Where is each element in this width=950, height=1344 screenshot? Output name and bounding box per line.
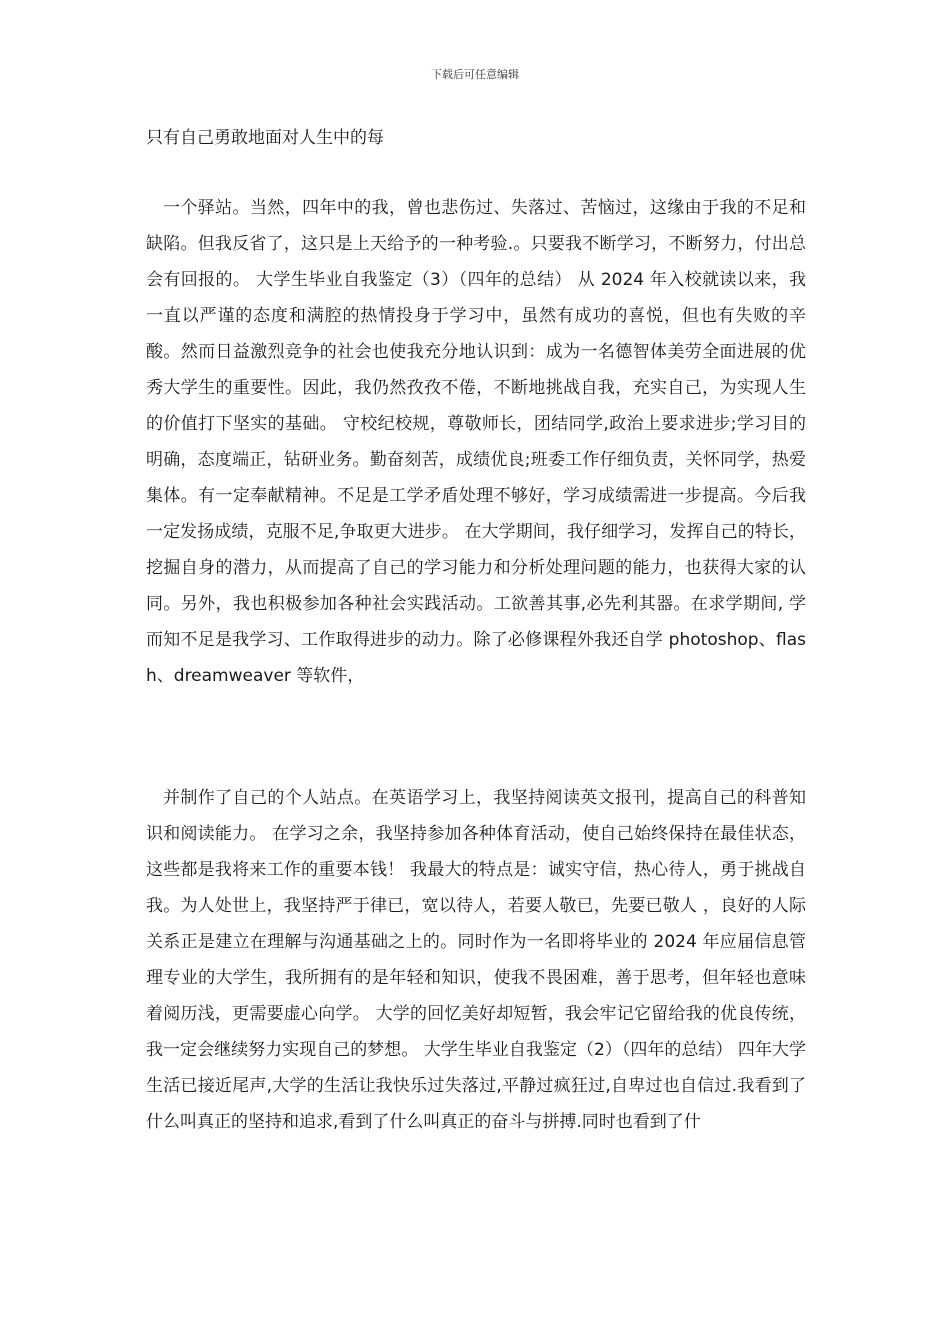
body-paragraph-1: 一个驿站。当然，四年中的我，曾也悲伤过、失落过、苦恼过，这缘由于我的不足和缺陷。但我反省了，这只是上天给予的一种考验.。只要我不断学习，不断努力，付出总会有回报的。 大学生毕业自我鉴定（3）（四年的总结） 从 2024 年入校就读以来，我一直以严谨的态度和满腔的热情投身于学习中，虽然有成功的喜悦，但也有失败的辛酸。然而日益激烈竞争的社会也使我充分地认识到：成为一名德智体美劳全面进展的优秀大学生的重要性。因此，我仍然孜孜不倦，不断地挑战自我，充实自己，为实现人生的价值打下坚实的基础。 守校纪校规，尊敬师长，团结同学,政治上要求进步;学习目的明确，态度端正，钻研业务。勤奋刻苦，成绩优良;班委工作仔细负责，关怀同学，热爱集体。有一定奉献精神。不足是工学矛盾处理不够好，学习成绩需进一步提高。今后我一定发扬成绩，克服不足,争取更大进步。 在大学期间，我仔细学习，发挥自己的特长，挖掘自身的潜力，从而提高了自己的学习能力和分析处理问题的能力，也获得大家的认同。另外，我也积极参加各种社会实践活动。工欲善其事,必先利其器。在求学期间, 学而知不足是我学习、工作取得进步的动力。除了必修课程外我还自学 photoshop、flash、dreamweaver 等软件， [146, 198, 806, 686]
section-heading: 只有自己勇敢地面对人生中的每 [146, 128, 384, 148]
page-header: 下载后可任意编辑 [431, 68, 519, 81]
body-paragraph-2: 并制作了自己的个人站点。在英语学习上，我坚持阅读英文报刊，提高自己的科普知识和阅读能力。 在学习之余，我坚持参加各种体育活动，使自己始终保持在最佳状态，这些都是我将来工作的重要本钱！ 我最大的特点是：诚实守信，热心待人，勇于挑战自我。为人处世上，我坚持严于律已，宽以待人，若要人敬已，先要已敬人 ，良好的人际关系正是建立在理解与沟通基础之上的。同时作为一名即将毕业的 2024 年应届信息管理专业的大学生，我所拥有的是年轻和知识，使我不畏困难，善于思考，但年轻也意味着阅历浅，更需要虚心向学。 大学的回忆美好却短暂，我会牢记它留给我的优良传统，我一定会继续努力实现自己的梦想。 大学生毕业自我鉴定（2）（四年的总结） 四年大学生活已接近尾声,大学的生活让我快乐过失落过,平静过疯狂过,自卑过也自信过.我看到了什么叫真正的坚持和追求,看到了什么叫真正的奋斗与拼搏.同时也看到了什 [146, 788, 806, 1132]
